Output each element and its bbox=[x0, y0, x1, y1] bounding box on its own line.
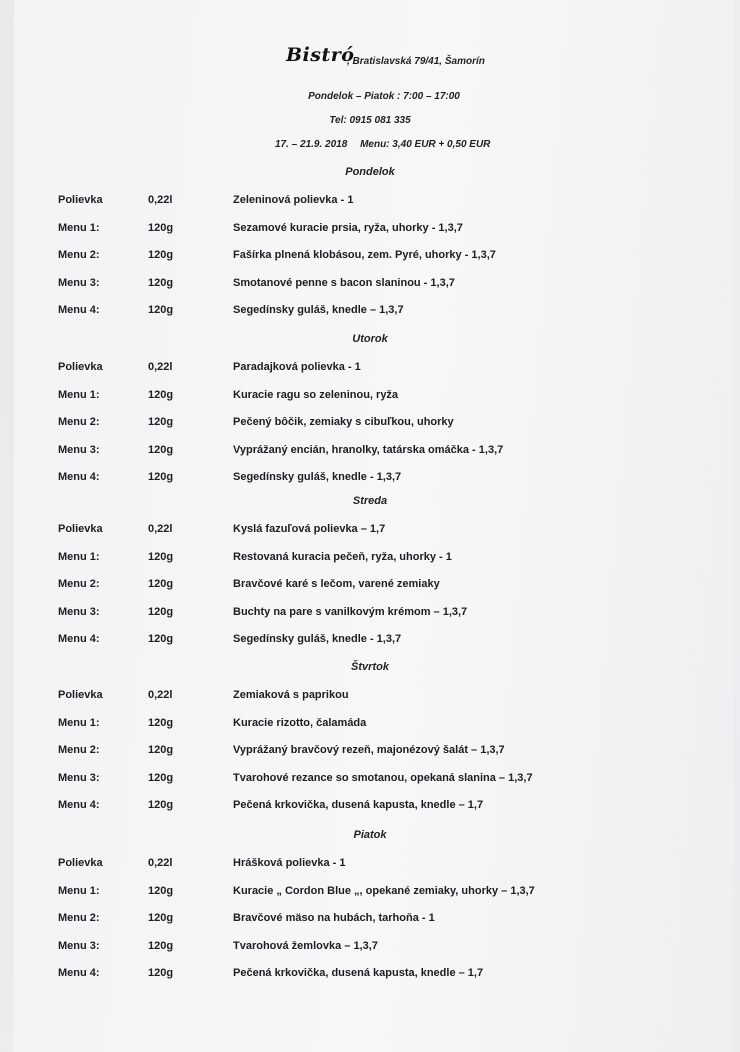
menu-row bbox=[0, 606, 740, 622]
item-dish: Smotanové penne s bacon slaninou - 1,3,7 bbox=[233, 276, 455, 289]
item-label: Menu 3: bbox=[58, 939, 100, 952]
menu-row bbox=[0, 967, 740, 983]
item-amount: 120g bbox=[148, 471, 174, 484]
item-amount: 120g bbox=[148, 550, 174, 563]
item-amount: 0,22l bbox=[148, 857, 173, 869]
menu-row bbox=[0, 940, 740, 956]
menu-row bbox=[0, 304, 740, 320]
item-amount: 120g bbox=[148, 912, 174, 925]
item-amount: 120g bbox=[148, 967, 174, 980]
menu-row bbox=[0, 717, 740, 733]
date-range: 17. – 21.9. 2018 bbox=[275, 139, 348, 150]
menu-row bbox=[0, 799, 740, 815]
item-dish: Tvarohová žemlovka – 1,3,7 bbox=[233, 939, 378, 952]
menu-row bbox=[0, 912, 740, 928]
item-dish: Tvarohové rezance so smotanou, opekaná slanina – 1,3,7 bbox=[233, 771, 533, 784]
item-label: Menu 4: bbox=[58, 633, 100, 646]
item-label: Menu 4: bbox=[58, 304, 100, 317]
menu-row bbox=[0, 471, 740, 487]
item-label: Menu 1: bbox=[58, 716, 100, 729]
day-heading: Pondelok bbox=[345, 166, 395, 178]
item-dish: Pečená krkovička, dusená kapusta, knedle – 1,7 bbox=[233, 967, 484, 980]
item-label: Polievka bbox=[58, 689, 103, 701]
menu-row bbox=[0, 194, 740, 210]
item-amount: 120g bbox=[148, 578, 174, 591]
menu-row bbox=[0, 222, 740, 238]
item-amount: 120g bbox=[148, 799, 174, 812]
item-amount: 120g bbox=[148, 633, 174, 646]
item-label: Menu 2: bbox=[58, 249, 100, 262]
address: , Bratislavská 79/41, Šamorín bbox=[347, 56, 485, 67]
item-label: Menu 1: bbox=[58, 884, 100, 897]
item-dish: Restovaná kuracia pečeň, ryža, uhorky - 1 bbox=[233, 550, 452, 563]
item-amount: 120g bbox=[148, 304, 174, 317]
menu-row bbox=[0, 249, 740, 265]
item-dish: Vyprážaný encián, hranolky, tatárska omáčka - 1,3,7 bbox=[233, 443, 504, 456]
item-dish: Segedínsky guláš, knedle - 1,3,7 bbox=[233, 471, 402, 484]
item-dish: Segedínsky guláš, knedle - 1,3,7 bbox=[233, 633, 402, 646]
item-dish: Kyslá fazuľová polievka – 1,7 bbox=[233, 523, 386, 535]
item-amount: 0,22l bbox=[148, 194, 173, 206]
item-label: Polievka bbox=[58, 361, 103, 373]
menu-row bbox=[0, 523, 740, 539]
day-heading: Streda bbox=[352, 495, 388, 507]
item-dish: Hrášková polievka - 1 bbox=[233, 857, 346, 869]
menu-row bbox=[0, 772, 740, 788]
item-dish: Paradajková polievka - 1 bbox=[233, 361, 361, 373]
item-label: Menu 4: bbox=[58, 799, 100, 812]
day-heading: Štvrtok bbox=[351, 661, 389, 673]
item-amount: 120g bbox=[148, 388, 174, 401]
menu-row bbox=[0, 744, 740, 760]
item-amount: 120g bbox=[148, 744, 174, 757]
menu-row bbox=[0, 885, 740, 901]
item-dish: Pečená krkovička, dusená kapusta, knedle – 1,7 bbox=[233, 799, 484, 812]
item-label: Polievka bbox=[58, 194, 103, 206]
item-label: Menu 2: bbox=[58, 416, 100, 429]
item-dish: Sezamové kuracie prsia, ryža, uhorky - 1,3,7 bbox=[233, 221, 463, 234]
item-dish: Bravčové karé s lečom, varené zemiaky bbox=[233, 578, 440, 591]
item-label: Menu 3: bbox=[58, 605, 100, 618]
item-amount: 120g bbox=[148, 443, 174, 456]
item-label: Menu 4: bbox=[58, 967, 100, 980]
menu-row bbox=[0, 633, 740, 649]
menu-row bbox=[0, 444, 740, 460]
menu-row bbox=[0, 578, 740, 594]
menu-price: Menu: 3,40 EUR + 0,50 EUR bbox=[360, 139, 491, 150]
item-label: Menu 1: bbox=[58, 388, 100, 401]
item-label: Menu 3: bbox=[58, 771, 100, 784]
item-label: Menu 2: bbox=[58, 744, 100, 757]
item-dish: Bravčové mäso na hubách, tarhoňa - 1 bbox=[233, 912, 435, 925]
item-dish: Segedínsky guláš, knedle – 1,3,7 bbox=[233, 304, 404, 317]
menu-row bbox=[0, 361, 740, 377]
item-label: Menu 4: bbox=[58, 471, 100, 484]
item-label: Polievka bbox=[58, 857, 103, 869]
item-dish: Fašírka plnená klobásou, zem. Pyré, uhorky - 1,3,7 bbox=[233, 249, 496, 262]
item-amount: 0,22l bbox=[148, 523, 173, 535]
day-heading: Piatok bbox=[353, 829, 387, 841]
menu-row bbox=[0, 277, 740, 293]
item-amount: 120g bbox=[148, 605, 174, 618]
menu-row bbox=[0, 857, 740, 873]
item-label: Polievka bbox=[58, 523, 103, 535]
item-dish: Vyprážaný bravčový rezeň, majonézový šalát – 1,3,7 bbox=[233, 744, 505, 757]
opening-hours: Pondelok – Piatok : 7:00 – 17:00 bbox=[308, 91, 460, 102]
item-dish: Kuracie rizotto, čalamáda bbox=[233, 716, 367, 729]
item-dish: Pečený bôčik, zemiaky s cibuľkou, uhorky bbox=[233, 416, 454, 429]
menu-row bbox=[0, 416, 740, 432]
item-dish: Kuracie ragu so zeleninou, ryža bbox=[233, 388, 399, 401]
item-amount: 120g bbox=[148, 416, 174, 429]
item-label: Menu 2: bbox=[58, 578, 100, 591]
telephone: Tel: 0915 081 335 bbox=[329, 115, 411, 126]
date-and-price-line bbox=[275, 139, 490, 150]
item-amount: 120g bbox=[148, 716, 174, 729]
menu-row bbox=[0, 389, 740, 405]
item-amount: 120g bbox=[148, 249, 174, 262]
item-dish: Zeleninová polievka - 1 bbox=[233, 194, 354, 206]
item-label: Menu 1: bbox=[58, 221, 100, 234]
item-amount: 120g bbox=[148, 939, 174, 952]
day-heading: Utorok bbox=[352, 333, 388, 345]
item-dish: Kuracie „ Cordon Blue „, opekané zemiaky, uhorky – 1,3,7 bbox=[233, 884, 535, 897]
item-amount: 120g bbox=[148, 771, 174, 784]
item-label: Menu 1: bbox=[58, 550, 100, 563]
item-amount: 0,22l bbox=[148, 689, 173, 701]
item-amount: 120g bbox=[148, 884, 174, 897]
item-dish: Buchty na pare s vanilkovým krémom – 1,3,7 bbox=[233, 605, 468, 618]
item-label: Menu 3: bbox=[58, 443, 100, 456]
bistro-logo: Bistró bbox=[286, 44, 355, 66]
item-amount: 120g bbox=[148, 276, 174, 289]
item-label: Menu 3: bbox=[58, 276, 100, 289]
item-amount: 120g bbox=[148, 221, 174, 234]
item-amount: 0,22l bbox=[148, 361, 173, 373]
item-dish: Zemiaková s paprikou bbox=[233, 689, 349, 701]
item-label: Menu 2: bbox=[58, 912, 100, 925]
menu-row bbox=[0, 551, 740, 567]
menu-row bbox=[0, 689, 740, 705]
